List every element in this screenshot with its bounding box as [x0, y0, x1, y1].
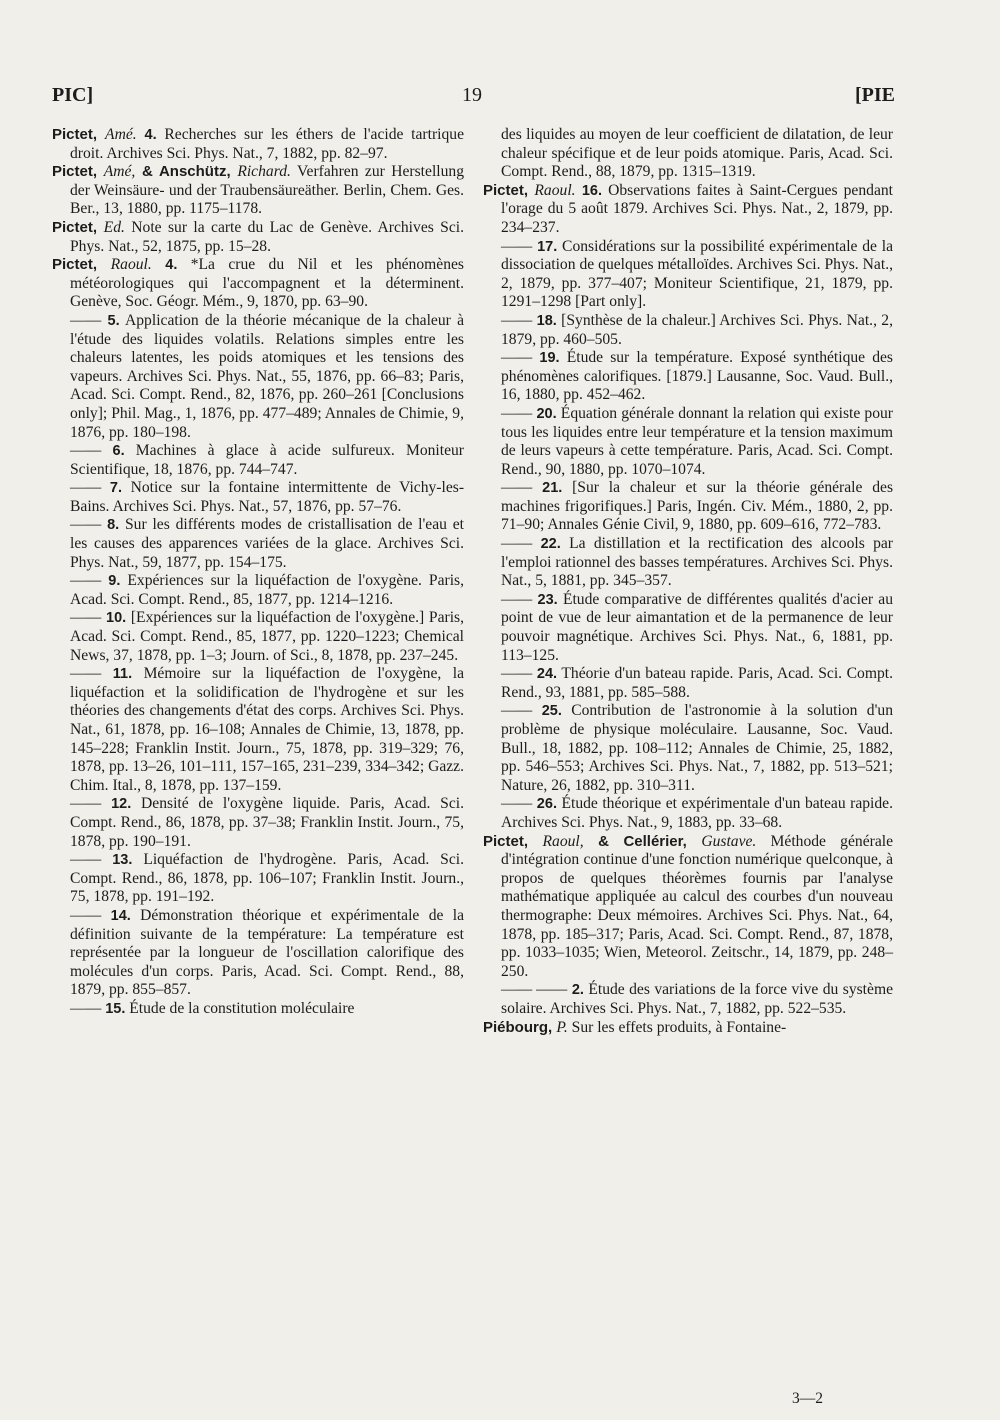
entry-number: 25.	[532, 703, 562, 720]
author-name: Pictet,	[52, 218, 104, 236]
author-given-name: P.	[556, 1018, 568, 1036]
ditto-dash: ——	[501, 702, 533, 720]
bibliography-subentry	[483, 479, 893, 535]
ditto-dash: ——	[70, 609, 102, 627]
entry-text: Note sur la carte du Lac de Genève. Archives Sci. Phys. Nat., 52, 1875, pp. 15–28.	[70, 218, 464, 255]
entry-number: 11.	[101, 666, 133, 683]
ditto-dash: ——	[70, 311, 102, 329]
ditto-dash: ——	[501, 535, 533, 553]
entry-text: Notice sur la fontaine intermittente de Vichy-les-Bains. Archives Sci. Phys. Nat., 57, 1876, pp. 57–76.	[70, 479, 465, 515]
entry-number: 5.	[101, 312, 120, 329]
entry-text: La distillation et la rectification des alcools par l'emploi rationnel des basses températures. Archives Sci. Phys. Nat., 5, 1881, pp. 345–357.	[501, 535, 894, 590]
entry-number: 13.	[101, 852, 133, 869]
entry-number: 18.	[532, 312, 557, 329]
header-left: PIC]	[52, 84, 94, 106]
coauthor-name: & Cellérier,	[583, 832, 702, 850]
entry-number: 23.	[532, 591, 558, 608]
entry-number: 12.	[101, 796, 132, 813]
entry-text: Mémoire sur la liquéfaction de l'oxygène, la liquéfaction et la solidification de l'hydrogène et sur les théories des changements d'état des corps. Archives Sci. Phys. Nat., 61, 1878, pp. 16–108; Annales de Chimie, 13, 1878, pp. 145–228; Franklin Instit. Journ., 75, 1878, pp. 319–329; 76, 1878, pp. 13–26, 101–111, 157–165, 231–239, 334–342; Gazz. Chim. Ital., 8, 1878, pp. 137–159.	[70, 665, 464, 794]
bibliography-subentry	[483, 535, 893, 591]
entry-number: 2.	[567, 982, 584, 999]
author-given-name: Amé,	[103, 163, 136, 181]
bibliography-entry	[52, 256, 464, 312]
entry-text: Recherches sur les éthers de l'acide tartrique droit. Archives Sci. Phys. Nat., 7, 1882, pp. 82–97.	[70, 126, 464, 162]
entry-text: Considérations sur la possibilité expérimentale de la dissociation de quelques métalloïdes. Archives Sci. Phys. Nat., 2, 1879, pp. 377–407; Moniteur Scientifique, 21, 1879, pp. 1291–1298 [Part only].	[501, 237, 894, 311]
ditto-dash: ——	[501, 349, 533, 367]
ditto-dash: ——	[70, 851, 102, 869]
bibliography-subentry	[483, 702, 893, 795]
bibliography-subentry	[52, 479, 464, 516]
ditto-dash: ——	[501, 479, 533, 497]
running-head	[52, 84, 895, 114]
author-name: Pictet,	[483, 181, 535, 199]
author-name: Piébourg,	[483, 1018, 557, 1036]
entry-text: Étude théorique et expérimentale d'un bateau rapide. Archives Sci. Phys. Nat., 9, 1883, pp. 33–68.	[501, 795, 893, 831]
entry-number: 22.	[532, 536, 561, 553]
ditto-dash: ——	[501, 237, 533, 255]
bibliography-subentry	[52, 1000, 464, 1019]
coauthor-given-name: Richard.	[237, 163, 291, 181]
entry-number: 16.	[575, 182, 602, 199]
signature-mark: 3—2	[792, 1390, 823, 1407]
entry-number: 24.	[532, 666, 558, 683]
author-name: Pictet,	[52, 126, 106, 143]
entry-text: Sur les différents modes de cristallisation de l'eau et les causes des apparences variées de la glace. Archives Sci. Phys. Nat., 59, 1877, pp. 154–175.	[70, 516, 464, 571]
bibliography-subentry	[52, 609, 464, 665]
entry-number: 26.	[532, 796, 557, 813]
entry-text: Densité de l'oxygène liquide. Paris, Acad. Sci. Compt. Rend., 86, 1878, pp. 37–38; Franklin Instit. Journ., 75, 1878, pp. 190–191.	[70, 795, 465, 850]
entry-text: [Expériences sur la liquéfaction de l'oxygène.] Paris, Acad. Sci. Compt. Rend., 85, 1877, pp. 1220–1223; Chemical News, 37, 1878, pp. 1–3; Journ. of Sci., 8, 1878, pp. 237–245.	[70, 609, 465, 664]
bibliography-subentry	[52, 795, 464, 851]
bibliography-subentry	[52, 572, 464, 609]
bibliography-entry	[483, 833, 893, 982]
ditto-dash: ——	[501, 311, 533, 329]
entry-continuation	[483, 126, 893, 182]
author-name: Pictet,	[52, 256, 111, 274]
entry-text: Étude comparative de différentes qualités d'acier au point de vue de leur aimantation et de la permanence de leur pouvoir magnétique. Archives Sci. Phys. Nat., 6, 1881, pp. 113–125.	[501, 590, 894, 664]
entry-text: *La crue du Nil et les phénomènes météorologiques qui l'accompagnent et la déterminent. Genève, Soc. Géogr. Mém., 9, 1870, pp. 63–90.	[70, 256, 464, 311]
entry-number: 19.	[532, 350, 560, 367]
ditto-dash: ——	[501, 590, 533, 608]
bibliography-entry	[52, 126, 464, 163]
bibliography-entry	[52, 219, 464, 256]
bibliography-subentry	[483, 591, 893, 665]
bibliography-subentry	[52, 907, 464, 1000]
entry-number: 21.	[532, 480, 563, 497]
bibliography-subentry	[483, 981, 893, 1018]
page-number: 19	[462, 84, 482, 106]
ditto-dash: ——	[70, 479, 102, 497]
entry-number: 7.	[101, 480, 122, 497]
coauthor-name: & Anschütz,	[135, 163, 238, 181]
author-name: Pictet,	[52, 163, 104, 181]
bibliography-subentry	[52, 516, 464, 572]
ditto-dash: ——	[70, 572, 102, 590]
bibliography-subentry	[52, 442, 464, 479]
entry-text: Contribution de l'astronomie à la solution d'un problème de physique moléculaire. Lausanne, Soc. Vaud. Bull., 18, 1882, pp. 108–112; Annales de Chimie, 25, 1882, pp. 546–553; Archives Sci. Phys. Nat., 7, 1882, pp. 513–521; Nature, 26, 1882, pp. 310–311.	[501, 702, 893, 794]
ditto-dash: ——	[70, 999, 102, 1017]
entry-number: 20.	[532, 405, 557, 422]
entry-text: Sur les effets produits, à Fontaine-	[567, 1018, 787, 1036]
entry-text: Machines à glace à acide sulfureux. Moniteur Scientifique, 18, 1876, pp. 744–747.	[70, 442, 465, 478]
entry-number: 17.	[532, 238, 558, 255]
author-name: Pictet,	[483, 832, 543, 850]
entry-text: [Sur la chaleur et sur la théorie générale des machines frigorifiques.] Paris, Ingén. Civ. Mém., 1880, 2, pp. 71–90; Annales Génie Civil, 9, 1880, pp. 609–616, 772–783.	[501, 479, 894, 534]
bibliography-subentry	[52, 312, 464, 442]
bibliography-subentry	[483, 665, 893, 702]
ditto-dash: ——	[501, 665, 533, 683]
bibliography-subentry	[483, 312, 893, 349]
entry-number: 14.	[101, 907, 131, 924]
bibliography-entry	[483, 182, 893, 238]
bibliography-subentry	[52, 665, 464, 795]
bibliography-entry	[52, 163, 464, 219]
entry-text: Liquéfaction de l'hydrogène. Paris, Acad. Sci. Compt. Rend., 86, 1878, pp. 106–107; Franklin Instit. Journ., 75, 1878, pp. 191–192.	[70, 851, 465, 906]
ditto-dash: ——	[501, 404, 533, 422]
author-given-name: Amé.	[105, 126, 137, 143]
bibliography-subentry	[52, 851, 464, 907]
entry-number: 9.	[101, 573, 121, 590]
ditto-dash: ——	[501, 795, 533, 813]
entry-text: Étude des variations de la force vive du système solaire. Archives Sci. Phys. Nat., 7, 1882, pp. 522–535.	[501, 981, 893, 1017]
bibliography-subentry	[483, 349, 893, 405]
ditto-dash: ——	[70, 906, 102, 924]
ditto-dash: —— ——	[501, 981, 568, 999]
author-given-name: Raoul.	[110, 256, 152, 274]
bibliography-subentry	[483, 238, 893, 312]
author-given-name: Raoul.	[534, 181, 576, 199]
bibliography-subentry	[483, 405, 893, 479]
bibliography-subentry	[483, 795, 893, 832]
entry-text: Étude de la constitution moléculaire	[125, 999, 355, 1017]
entry-number: 10.	[101, 610, 127, 627]
entry-text: Expériences sur la liquéfaction de l'oxygène. Paris, Acad. Sci. Compt. Rend., 85, 1877, pp. 1214–1216.	[70, 572, 464, 608]
entry-text: Équation générale donnant la relation qui existe pour tous les liquides entre leur température et la tension maximum de leurs vapeurs à cette température. Paris, Acad. Sci. Compt. Rend., 90, 1880, pp. 1070–1074.	[501, 404, 894, 478]
header-right: [PIE	[855, 84, 895, 106]
entry-text: des liquides au moyen de leur coefficient de dilatation, de leur chaleur spécifique et de leur poids atomique. Paris, Acad. Sci. Compt. Rend., 88, 1879, pp. 1315–1319.	[501, 126, 893, 181]
entry-number: 4.	[136, 127, 157, 143]
entry-text: Étude sur la température. Exposé synthétique des phénomènes calorifiques. [1879.] Lausanne, Soc. Vaud. Bull., 16, 1880, pp. 452–462.	[501, 349, 893, 404]
left-column	[52, 126, 464, 1019]
ditto-dash: ——	[70, 442, 102, 460]
entry-number: 6.	[101, 443, 125, 460]
entry-text: Méthode générale d'intégration continue d'une fonction numérique quelconque, à propos de quelques théorèmes fournis par l'analyse mathématique appliquée au calcul des courbes d'un nouveau thermographe: Deux mémoires. Archives Sci. Phys. Nat., 64, 1878, pp. 185–317; Paris, Acad. Sci. Compt. Rend., 87, 1878, pp. 1033–1035; Wien, Meteorol. Zeitschr., 14, 1879, pp. 248–250.	[501, 832, 893, 980]
ditto-dash: ——	[70, 516, 102, 534]
author-given-name: Raoul,	[542, 832, 584, 850]
right-column	[483, 126, 893, 1037]
entry-text: Démonstration théorique et expérimentale de la définition suivante de la température: La température est représentée par la longueur de l'oscillation calorifique des molécules d'un corps. Paris, Acad. Sci. Compt. Rend., 88, 1879, pp. 855–857.	[70, 906, 465, 999]
author-given-name: Ed.	[103, 218, 125, 236]
entry-text: Observations faites à Saint-Cergues pendant l'orage du 5 août 1879. Archives Sci. Phys. Nat., 2, 1879, pp. 234–237.	[501, 181, 893, 236]
entry-number: 4.	[151, 257, 178, 274]
entry-number: 15.	[101, 1000, 126, 1017]
ditto-dash: ——	[70, 795, 102, 813]
coauthor-given-name: Gustave.	[701, 832, 757, 850]
entry-text: Théorie d'un bateau rapide. Paris, Acad. Sci. Compt. Rend., 93, 1881, pp. 585–588.	[501, 665, 893, 701]
entry-text: Verfahren zur Herstellung der Weinsäure- und der Traubensäureäther. Berlin, Chem. Ges. Ber., 13, 1880, pp. 1175–1178.	[70, 163, 464, 218]
ditto-dash: ——	[70, 665, 102, 683]
entry-text: [Synthèse de la chaleur.] Archives Sci. Phys. Nat., 2, 1879, pp. 460–505.	[501, 311, 894, 348]
entry-text: Application de la théorie mécanique de la chaleur à l'étude des liquides volatils. Relations simples entre les chaleurs latentes, les poids atomiques et les tensions des vapeurs. Archives Sci. Phys. Nat., 55, 1876, pp. 66–83; Paris, Acad. Sci. Compt. Rend., 82, 1876, pp. 260–261 [Conclusions only]; Phil. Mag., 1, 1876, pp. 477–489; Annales de Chimie, 9, 1876, pp. 180–198.	[70, 311, 464, 441]
entry-number: 8.	[101, 517, 120, 534]
bibliography-entry	[483, 1019, 893, 1038]
